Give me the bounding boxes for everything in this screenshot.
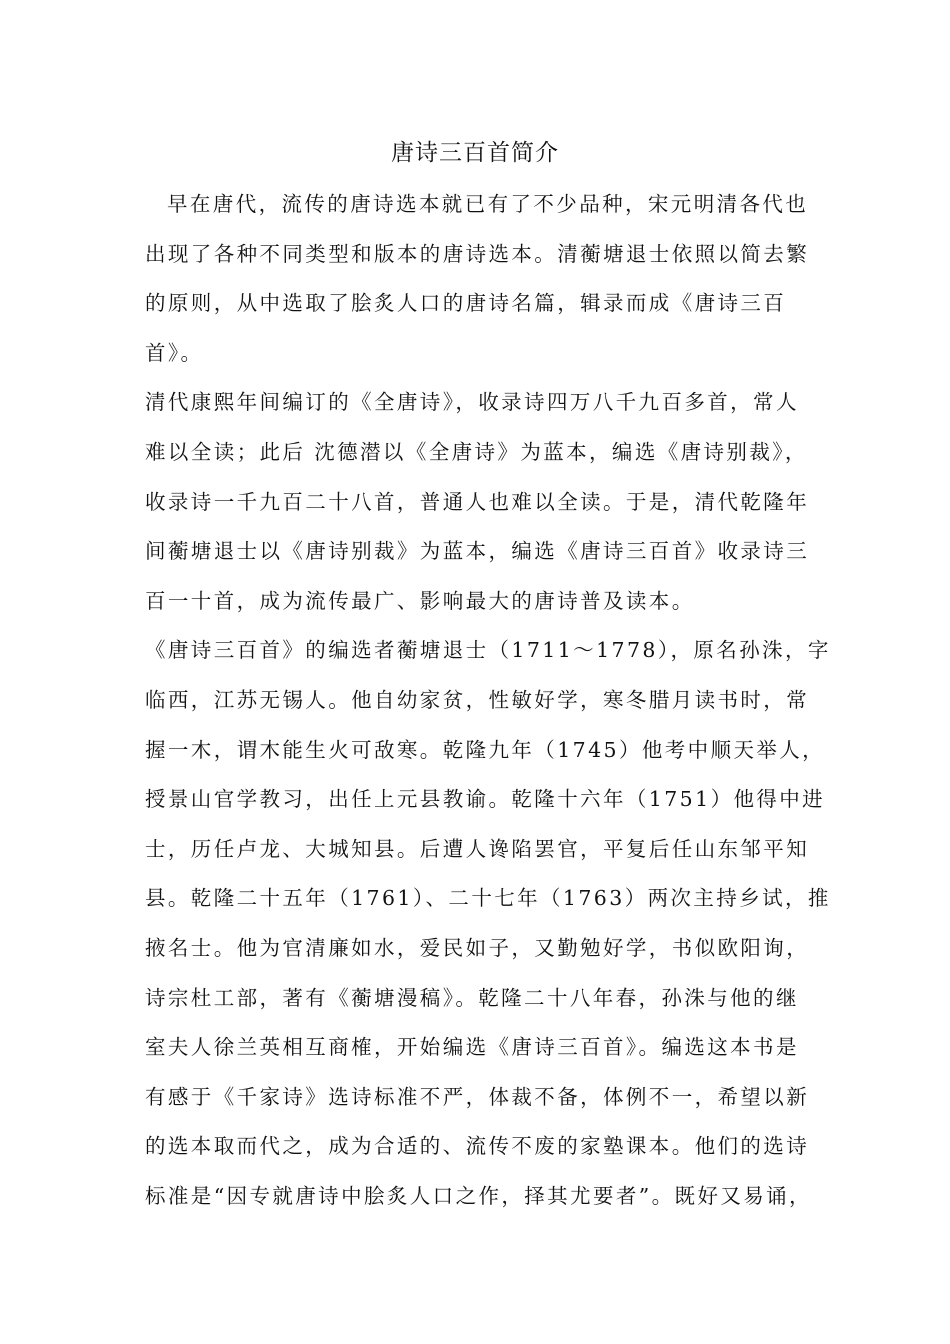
text-line: 首》。 [145,340,204,365]
text-line: 《唐诗三百首》的编选者蘅塘退士（1711～1778），原名孙洙，字 [145,638,831,663]
document-body [145,180,831,1221]
text-line: 临西，江苏无锡人。他自幼家贫，性敏好学，寒冬腊月读书时，常 [145,687,810,712]
document-title: 唐诗三百首简介 [391,140,559,166]
text-line: 握一木，谓木能生火可敌寒。乾隆九年（1745）他考中顺天举人， [145,737,826,762]
text-line: 士，历任卢龙、大城知县。后遭人谗陷罢官，平复后任山东邹平知 [145,836,810,861]
text-line: 收录诗一千九百二十八首，普通人也难以全读。于是，清代乾隆年 [145,489,810,514]
text-line: 间蘅塘退士以《唐诗别裁》为蓝本，编选《唐诗三百首》收录诗三 [145,539,810,564]
text-line: 难以全读；此后 沈德潜以《全唐诗》为蓝本，编选《唐诗别裁》， [145,439,808,464]
text-line: 百一十首，成为流传最广、影响最大的唐诗普及读本。 [145,588,695,613]
text-line: 的原则，从中选取了脍炙人口的唐诗名篇，辑录而成《唐诗三百 [145,291,787,316]
text-line: 清代康熙年间编订的《全唐诗》，收录诗四万八千九百多首，常人 [145,390,799,415]
text-line: 出现了各种不同类型和版本的唐诗选本。清蘅塘退士依照以简去繁 [145,241,810,266]
text-line: 授景山官学教习，出任上元县教谕。乾隆十六年（1751）他得中进 [145,787,826,812]
text-line: 的选本取而代之，成为合适的、流传不废的家塾课本。他们的选诗 [145,1134,810,1159]
text-line: 有感于《千家诗》选诗标准不严，体裁不备，体例不一，希望以新 [145,1084,810,1109]
text-line: 掖名士。他为官清廉如水，爱民如子，又勤勉好学，书似欧阳询， [145,935,810,960]
text-line: 标准是“因专就唐诗中脍炙人口之作，择其尤要者”。既好又易诵， [145,1183,812,1208]
text-line: 室夫人徐兰英相互商榷，开始编选《唐诗三百首》。编选这本书是 [145,1035,799,1060]
text-line: 早在唐代，流传的唐诗选本就已有了不少品种，宋元明清各代也 [167,192,809,216]
text-line: 诗宗杜工部，著有《蘅塘漫稿》。乾隆二十八年春，孙洙与他的继 [145,985,799,1010]
text-line: 县。乾隆二十五年（1761）、二十七年（1763）两次主持乡试，推 [145,886,831,911]
